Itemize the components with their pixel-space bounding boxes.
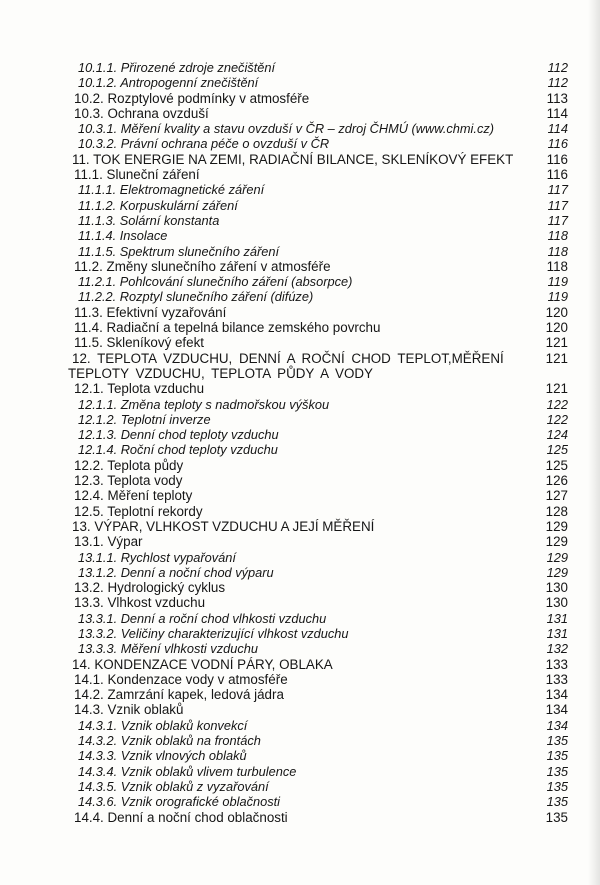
toc-entry xyxy=(68,351,568,382)
toc-entry-page: 118 xyxy=(547,228,568,244)
toc-entry-page: 119 xyxy=(547,289,568,305)
toc-entry-title: 10.2. Rozptylové podmínky v atmosféře xyxy=(74,90,310,106)
toc-entry-title: 12.3. Teplota vody xyxy=(74,473,183,489)
toc-entry-title: 12.1.2. Teplotní inverze xyxy=(78,411,211,427)
toc-entry-title: 11.2.1. Pohlcování slunečního záření (absorpce) xyxy=(78,274,353,290)
toc-entry-page: 114 xyxy=(546,105,568,121)
toc-entry-title: 14. KONDENZACE VODNÍ PÁRY, OBLAKA xyxy=(72,656,333,672)
toc-entry-title: 11.5. Skleníkový efekt xyxy=(74,335,205,351)
toc-entry-title: 11.1.1. Elektromagnetické záření xyxy=(78,182,265,198)
toc-entry-title: 12.1.4. Roční chod teploty vzduchu xyxy=(78,442,278,458)
toc-entry-page: 129 xyxy=(545,518,568,534)
toc-entry-title: 14.3.4. Vznik oblaků vlivem turbulence xyxy=(78,763,297,779)
toc-entry-title: 14.2. Zamrzání kapek, ledová jádra xyxy=(74,687,284,703)
toc-entry-page: 117 xyxy=(547,212,568,228)
toc-entry-title: 13.2. Hydrologický cyklus xyxy=(74,580,226,596)
toc-entry-page: 112 xyxy=(547,75,568,91)
toc-entry-title: 12.1.1. Změna teploty s nadmořskou výškou xyxy=(78,396,330,412)
toc-entry-page: 134 xyxy=(545,687,568,703)
toc-entry-title: 10.1.2. Antropogenní znečištění xyxy=(78,75,259,91)
toc-entry-page: 135 xyxy=(546,748,568,764)
toc-entry-page: 131 xyxy=(546,625,568,641)
toc-entry-title: 11. TOK ENERGIE NA ZEMI, RADIAČNÍ BILANCE, SKLENÍKOVÝ EFEKT xyxy=(72,151,514,167)
toc-entry xyxy=(68,259,568,274)
toc-entry xyxy=(68,550,568,565)
toc-entry-page: 135 xyxy=(546,778,568,794)
toc-entry xyxy=(68,534,568,549)
toc-entry xyxy=(68,274,568,289)
toc-entry xyxy=(68,779,568,794)
toc-entry-title: 12.1. Teplota vzduchu xyxy=(74,381,205,397)
toc-entry xyxy=(68,687,568,702)
toc-entry-page: 118 xyxy=(546,258,568,274)
toc-entry-title: 10.3.2. Právní ochrana péče o ovzduší v ČR xyxy=(78,136,330,152)
toc-entry xyxy=(68,810,568,825)
toc-entry xyxy=(68,244,568,259)
toc-entry-page: 122 xyxy=(546,411,568,427)
toc-entry-title: 10.3.1. Měření kvality a stavu ovzduší v ČR – zdroj ČHMÚ (www.chmi.cz) xyxy=(78,121,495,137)
toc-entry-title: 12.1.3. Denní chod teploty vzduchu xyxy=(78,427,279,443)
toc-entry xyxy=(68,458,568,473)
toc-entry xyxy=(68,121,568,136)
toc-entry xyxy=(68,136,568,151)
toc-entry-page: 134 xyxy=(545,702,568,718)
toc-entry-page: 133 xyxy=(545,671,568,687)
toc-entry xyxy=(68,504,568,519)
toc-entry-page: 129 xyxy=(546,549,568,565)
toc-entry xyxy=(68,473,568,488)
toc-entry-page: 119 xyxy=(547,274,568,290)
toc-entry xyxy=(68,75,568,90)
toc-entry xyxy=(68,580,568,595)
toc-entry-page: 128 xyxy=(545,503,568,519)
toc-entry-title: 11.2.2. Rozptyl slunečního záření (difúze) xyxy=(78,289,314,305)
toc-entry-page: 116 xyxy=(546,151,568,167)
toc-entry-title: 11.1.3. Solární konstanta xyxy=(78,212,220,228)
toc-entry-title: 11.1.4. Insolace xyxy=(78,228,168,244)
toc-entry-title: 13.1.2. Denní a noční chod výparu xyxy=(78,564,274,580)
toc-entry-page: 126 xyxy=(545,473,568,489)
toc-entry-page: 130 xyxy=(545,595,568,611)
toc-entry xyxy=(68,152,568,167)
toc-entry-page: 133 xyxy=(545,656,568,672)
toc-entry-page: 132 xyxy=(546,641,568,657)
toc-entry-title: 11.3. Efektivní vyzařování xyxy=(74,304,227,320)
toc-entry-title: 14.3.2. Vznik oblaků na frontách xyxy=(78,733,261,749)
toc-entry xyxy=(68,106,568,121)
toc-entry xyxy=(68,412,568,427)
toc-entry-title: 14.1. Kondenzace vody v atmosféře xyxy=(74,671,288,687)
toc-entry-page: 131 xyxy=(546,610,568,626)
toc-entry-title: 11.1.5. Spektrum slunečního záření xyxy=(78,243,280,259)
toc-entry-page: 135 xyxy=(546,733,568,749)
toc-entry-page: 125 xyxy=(545,457,568,473)
toc-entry xyxy=(68,565,568,580)
toc-entry-page: 135 xyxy=(546,794,568,810)
toc-entry xyxy=(68,167,568,182)
toc-entry-page: 118 xyxy=(547,243,568,259)
scan-edge-shadow xyxy=(588,0,600,885)
toc-entry xyxy=(68,381,568,396)
toc-entry-title: 11.1. Sluneční záření xyxy=(74,167,200,183)
toc-entry-page: 129 xyxy=(545,534,568,550)
toc-entry xyxy=(68,641,568,656)
toc-entry xyxy=(68,595,568,610)
toc-entry-title: 13.1.1. Rychlost vypařování xyxy=(78,549,236,565)
toc-entry xyxy=(68,718,568,733)
toc-entry-page: 121 xyxy=(545,335,568,351)
toc-entry-page: 120 xyxy=(545,320,568,336)
toc-entry xyxy=(68,442,568,457)
toc-entry-page: 114 xyxy=(547,121,568,137)
toc-entry-title: 14.4. Denní a noční chod oblačnosti xyxy=(74,809,288,825)
toc-entry-page: 117 xyxy=(547,182,568,198)
toc-entry-page: 127 xyxy=(545,488,568,504)
toc-entry-page: 129 xyxy=(546,564,568,580)
toc-entry xyxy=(68,335,568,350)
toc-entry-page: 121 xyxy=(545,350,568,366)
toc-entry-page: 135 xyxy=(545,809,568,825)
toc-entry xyxy=(68,519,568,534)
toc-entry-title: 14.3.6. Vznik orografické oblačnosti xyxy=(78,794,281,810)
toc-entry-page: 135 xyxy=(546,763,568,779)
toc-entry-title: 12.5. Teplotní rekordy xyxy=(74,503,203,519)
toc-entry xyxy=(68,182,568,197)
toc-entry xyxy=(68,198,568,213)
toc-entry-page: 120 xyxy=(545,304,568,320)
toc-entry xyxy=(68,626,568,641)
toc-entry xyxy=(68,488,568,503)
toc-entry-title: 14.3. Vznik oblaků xyxy=(74,702,184,718)
toc-entry-page: 116 xyxy=(546,167,568,183)
toc-entry-title: 11.4. Radiační a tepelná bilance zemského povrchu xyxy=(74,320,381,336)
toc-entry-title: 13.3. Vlhkost vzduchu xyxy=(74,595,206,611)
toc-entry xyxy=(68,397,568,412)
toc-entry-page: 125 xyxy=(546,442,568,458)
toc-entry-title: 12.2. Teplota půdy xyxy=(74,457,184,473)
toc-entry xyxy=(68,213,568,228)
toc-entry xyxy=(68,794,568,809)
toc-entry-title: 10.1.1. Přirozené zdroje znečištění xyxy=(78,60,276,75)
toc-entry xyxy=(68,427,568,442)
toc-entry xyxy=(68,702,568,717)
toc-entry xyxy=(68,91,568,106)
toc-entry-title: 13.3.3. Měření vlhkosti vzduchu xyxy=(78,641,258,657)
toc-entry xyxy=(68,228,568,243)
toc-entry-title: 14.3.1. Vznik oblaků konvekcí xyxy=(78,717,248,733)
toc-entry xyxy=(68,733,568,748)
toc-entry-page: 124 xyxy=(546,427,568,443)
toc-entry-page: 117 xyxy=(547,197,568,213)
toc-entry-title: 14.3.3. Vznik vlnových oblaků xyxy=(78,748,247,764)
toc-entry xyxy=(68,289,568,304)
toc-entry-page: 122 xyxy=(546,396,568,412)
toc-entry-page: 116 xyxy=(547,136,568,152)
toc-entry-page: 130 xyxy=(545,580,568,596)
toc-entry-title: 11.2. Změny slunečního záření v atmosféře xyxy=(74,258,331,274)
toc-entry xyxy=(68,320,568,335)
toc-entry xyxy=(68,305,568,320)
toc-entry xyxy=(68,764,568,779)
toc-entry xyxy=(68,657,568,672)
toc-entry xyxy=(68,748,568,763)
toc-entry-title: 13.3.1. Denní a roční chod vlhkosti vzduchu xyxy=(78,610,327,626)
toc-entry-title: 11.1.2. Korpuskulární záření xyxy=(78,197,238,213)
toc-entry-page: 112 xyxy=(547,60,568,75)
toc-entry-title: 14.3.5. Vznik oblaků z vyzařování xyxy=(78,778,269,794)
toc-entry-title: 13. VÝPAR, VLHKOST VZDUCHU A JEJÍ MĚŘENÍ xyxy=(72,518,375,534)
toc-entry-title: 10.3. Ochrana ovzduší xyxy=(74,105,209,121)
table-of-contents xyxy=(68,60,568,825)
toc-entry xyxy=(68,672,568,687)
toc-entry-page: 113 xyxy=(546,90,568,106)
toc-entry xyxy=(68,60,568,75)
toc-entry xyxy=(68,611,568,626)
toc-entry-title: 12. TEPLOTA VZDUCHU, DENNÍ A ROČNÍ CHOD TEPLOT,MĚŘENÍ TEPLOTY VZDUCHU, TEPLOTA PŮDY A VODY xyxy=(68,350,504,381)
toc-entry-page: 121 xyxy=(545,381,568,397)
toc-entry-title: 13.1. Výpar xyxy=(74,534,143,550)
toc-entry-title: 13.3.2. Veličiny charakterizující vlhkost vzduchu xyxy=(78,625,349,641)
toc-entry-title: 12.4. Měření teploty xyxy=(74,488,193,504)
toc-entry-page: 134 xyxy=(546,717,568,733)
